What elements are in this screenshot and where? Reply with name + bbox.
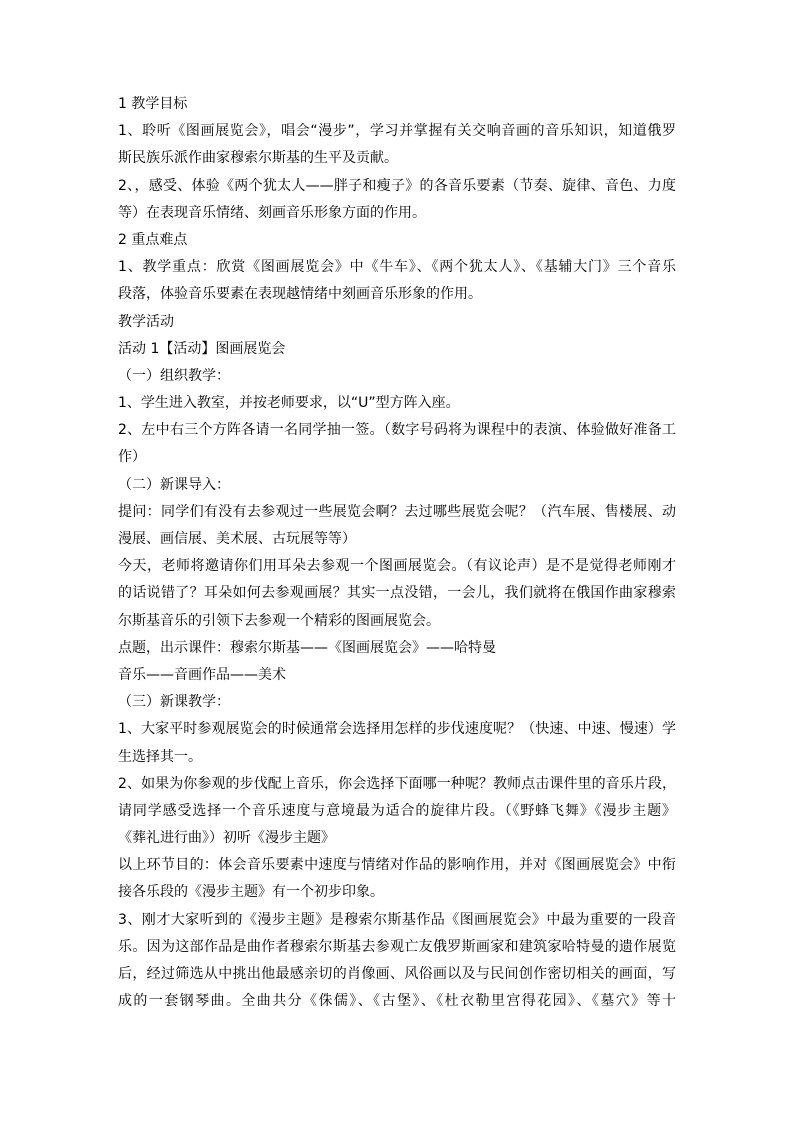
activity-heading: 活动 1【活动】图画展览会: [118, 340, 286, 357]
text-line: 乐。因为这部作品是曲作者穆索尔斯基去参观亡友俄罗斯画家和建筑家哈特曼的遗作展览: [118, 938, 676, 955]
text-line: 斯民族乐派作曲家穆索尔斯基的生平及贡献。: [118, 150, 398, 167]
section-heading: 2 重点难点: [118, 231, 188, 248]
text-line: 尔斯基音乐的引领下去参观一个精彩的图画展览会。: [118, 612, 440, 629]
paragraph: [118, 254, 676, 308]
paragraph: [118, 771, 676, 853]
text-line: 生选择其一。: [118, 748, 202, 765]
activity-part-1: [118, 363, 676, 472]
paragraph: [118, 907, 676, 1016]
text-line: 2、左中右三个方阵各请一名同学抽一签。（数字号码将为课程中的表演、体验做好准备工: [118, 422, 676, 439]
text-line: 请同学感受选择一个音乐速度与意境最为适合的旋律片段。（《野蜂飞舞》《漫步主题》: [118, 802, 676, 819]
section-activities: [118, 309, 676, 1016]
part-heading: （三）新课教学：: [118, 694, 230, 711]
text-line: 成的一套钢琴曲。全曲共分《侏儒》、《古堡》、《杜衣勒里宫得花园》、《墓穴》等十: [118, 993, 676, 1010]
section-objectives: [118, 91, 676, 227]
section-key-points: [118, 227, 676, 309]
text-line: 作）: [118, 449, 146, 466]
text-line: 《葬礼进行曲》）初听《漫步主题》: [118, 830, 335, 847]
text-line: 1、教学重点：欣赏《图画展览会》中《牛车》、《两个犹太人》、《基辅大门》三个音乐: [118, 259, 676, 276]
paragraph: [118, 553, 676, 635]
text-line: 段落，体验音乐要素在表现越情绪中刻画音乐形象的作用。: [118, 286, 482, 303]
text-line: 1、大家平时参观展览会的时候通常会选择用怎样的步伐速度呢？（快速、中速、慢速）学: [118, 721, 676, 738]
text-line: 1、学生进入教室，并按老师要求，以“U”型方阵入座。: [118, 395, 460, 412]
text-line: 的话说错了？耳朵如何去参观画展？其实一点没错，一会儿，我们就将在俄国作曲家穆索: [118, 585, 676, 602]
text-line: 接各乐段的《漫步主题》有一个初步印象。: [118, 884, 384, 901]
section-heading: 1 教学目标: [118, 96, 188, 112]
activity-part-3: [118, 689, 676, 1015]
paragraph: [118, 852, 676, 906]
paragraph: [118, 716, 676, 770]
paragraph: [118, 417, 676, 471]
text-line: 今天，老师将邀请你们用耳朵去参观一个图画展览会。（有议论声）是不是觉得老师刚才: [118, 558, 676, 575]
text-line: 音乐——音画作品——美术: [118, 666, 286, 683]
text-line: 漫展、画信展、美术展、古玩展等等）: [118, 531, 356, 547]
text-line: 提问：同学们有没有去参观过一些展览会啊？去过哪些展览会呢？（汽车展、售楼展、动: [118, 503, 676, 520]
text-line: 点题，出示课件：穆索尔斯基——《图画展览会》——哈特曼: [118, 639, 496, 656]
text-line: 以上环节目的：体会音乐要素中速度与情绪对作品的影响作用，并对《图画展览会》中衔: [118, 857, 676, 874]
part-heading: （二）新课导入：: [118, 476, 230, 493]
paragraph: [118, 635, 676, 662]
paragraph: [118, 662, 676, 689]
activity-part-2: [118, 472, 676, 690]
text-line: 等）在表现音乐情绪、刻画音乐形象方面的作用。: [118, 204, 426, 221]
paragraph: [118, 173, 676, 227]
section-heading: 教学活动: [118, 313, 174, 330]
paragraph: [118, 390, 676, 417]
text-line: 1、聆听《图画展览会》，唱会“漫步”，学习并掌握有关交响音画的音乐知识，知道俄罗: [118, 123, 676, 140]
text-line: 2、如果为你参观的步伐配上音乐，你会选择下面哪一种呢？教师点击课件里的音乐片段，: [118, 775, 676, 792]
part-heading: （一）组织教学：: [118, 367, 230, 384]
text-line: 3、刚才大家听到的《漫步主题》是穆索尔斯基作品《图画展览会》中最为重要的一段音: [118, 911, 676, 928]
text-line: 2、，感受、体验《两个犹太人——胖子和瘦子》的各音乐要素（节奏、旋律、音色、力度: [118, 177, 676, 194]
paragraph: [118, 118, 676, 172]
text-line: 后，经过筛选从中挑出他最感亲切的肖像画、风俗画以及与民间创作密切相关的画面，写: [118, 966, 676, 982]
paragraph: [118, 499, 676, 553]
document-body: [118, 91, 676, 1015]
